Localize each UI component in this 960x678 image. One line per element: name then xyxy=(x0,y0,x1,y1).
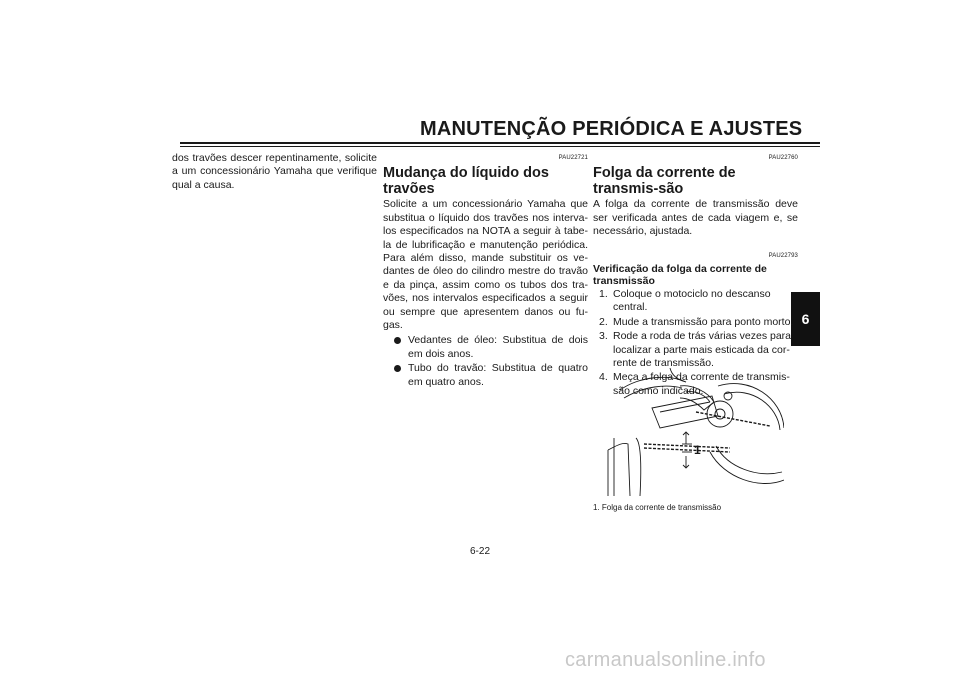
figure-caption: 1. Folga da corrente de transmissão xyxy=(593,503,722,512)
step-number: 4. xyxy=(599,371,608,384)
subsection-heading: Verificação da folga da corrente de transmissão xyxy=(593,263,767,288)
list-item-text: Tubo do travão: Substitua de quatro em quatro anos. xyxy=(408,362,588,388)
step-number: 3. xyxy=(599,330,608,343)
chain-slack-illustration xyxy=(600,368,784,498)
page-title: MANUTENÇÃO PERIÓDICA E AJUSTES xyxy=(420,118,803,140)
list-item xyxy=(383,334,588,361)
step-text: Coloque o motociclo no descanso central. xyxy=(613,288,771,314)
step-number: 1. xyxy=(599,288,608,301)
step-text: Meça a folga da corrente de transmis-são como indicado. xyxy=(613,371,790,397)
page-number: 6-22 xyxy=(469,546,490,557)
chapter-tab: 6 xyxy=(791,292,820,346)
section-code: PAU22721 xyxy=(558,155,588,161)
bullet-icon xyxy=(394,365,401,372)
step-text: Mude a transmissão para ponto morto. xyxy=(613,315,794,328)
watermark[interactable]: carmanualsonline.info xyxy=(565,649,766,671)
list-item xyxy=(593,288,798,315)
paragraph: Solicite a um concessionário Yamaha que substitua o líquido dos travões nos interva-los especificados na NOTA a seguir à tabe-la de lubrificação e manutenção periódica. Para além disso, mande substituir os ve-dantes de óleo do cilindro mestre do travão e da pinça, assim como os tubos dos tra-vões, nos intervalos especificados a seguir ou sempre que apresentem danos ou fu-gas. xyxy=(383,198,588,332)
list-item xyxy=(383,362,588,389)
list-item-text: Vedantes de óleo: Substitua de dois em dois anos. xyxy=(408,334,588,360)
step-number: 2. xyxy=(599,315,608,328)
bullet-list xyxy=(383,334,588,389)
column-left xyxy=(172,152,377,192)
section-code: PAU22760 xyxy=(768,155,798,161)
paragraph: A folga da corrente de transmissão deve ser verificada antes de cada viagem e, se necessário, ajustada. xyxy=(593,198,798,238)
section-heading: Mudança do líquido dos travões xyxy=(383,165,549,198)
section-code: PAU22793 xyxy=(768,252,798,259)
list-item xyxy=(593,330,798,370)
paragraph: dos travões descer repentinamente, solicite a um concessionário Yamaha que verifique qual a causa. xyxy=(172,152,377,191)
step-text: Rode a roda de trás várias vezes para localizar a parte mais esticada da cor-rente de transmissão. xyxy=(613,330,792,370)
section-heading: Folga da corrente de transmis-são xyxy=(593,165,736,198)
header-rule-thin xyxy=(180,146,820,147)
column-middle xyxy=(383,152,588,390)
column-right xyxy=(593,152,798,399)
header-rule xyxy=(180,142,820,144)
callout-label: 1 xyxy=(694,443,701,457)
list-item xyxy=(593,316,798,329)
bullet-icon xyxy=(394,337,401,344)
